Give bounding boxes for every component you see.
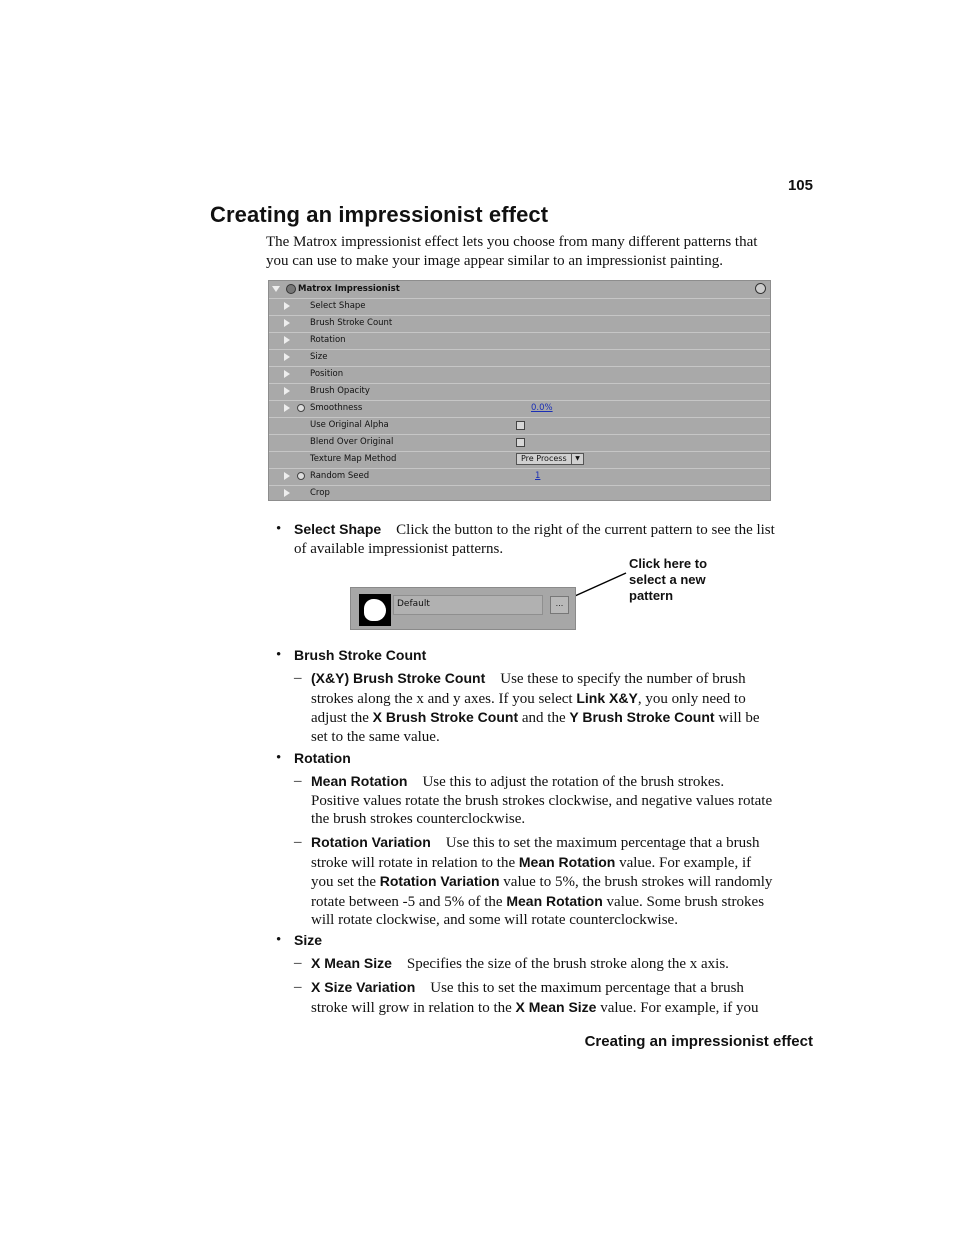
term-brush-stroke-count: Brush Stroke Count	[294, 647, 427, 663]
expand-triangle-icon[interactable]	[284, 319, 290, 327]
stopwatch-icon[interactable]	[297, 472, 305, 480]
row-crop[interactable]	[269, 485, 770, 502]
page-title: Creating an impressionist effect	[210, 202, 549, 227]
row-label: Select Shape	[310, 301, 366, 311]
bullet-marker: •	[276, 647, 282, 663]
expand-triangle-icon[interactable]	[284, 387, 290, 395]
text-run: Use these to specify the number of brush strokes along the x and y axes. If you select	[311, 671, 746, 707]
term-mean-rotation: Mean Rotation	[311, 773, 408, 789]
bullet-rotation	[276, 749, 776, 769]
intro-paragraph: The Matrox impressionist effect lets you choose from many different patterns that you can use to make your image appear similar to an impressionist painting.	[266, 234, 758, 269]
smoothness-value[interactable]: 0.0%	[531, 403, 553, 413]
sub-rotation-variation	[294, 833, 774, 930]
row-label: Texture Map Method	[310, 454, 397, 464]
dash-marker: –	[294, 670, 302, 686]
callout-text: Click here to select a new pattern	[629, 556, 708, 603]
term-y-brush-stroke-count: Y Brush Stroke Count	[569, 709, 715, 725]
bullet-marker: •	[276, 521, 282, 537]
panel-header	[269, 281, 770, 299]
row-blend-over-original[interactable]	[269, 434, 770, 452]
bullet-brush-stroke-count	[276, 646, 776, 666]
term-x-mean-size: X Mean Size	[311, 955, 392, 971]
row-select-shape[interactable]	[269, 298, 770, 316]
row-label: Smoothness	[310, 403, 363, 413]
shape-name-field	[393, 595, 543, 615]
expand-triangle-icon[interactable]	[284, 353, 290, 361]
text-run: Specifies the size of the brush stroke along the x axis.	[406, 956, 729, 972]
dropdown-selected-value: Pre Process	[521, 454, 567, 463]
text-run: Use this to adjust the rotation of the brush strokes. Positive values rotate the brush strokes clockwise, and negative values rotate the brush strokes counterclockwise.	[311, 774, 773, 827]
row-label: Brush Opacity	[310, 386, 370, 396]
collapse-triangle-icon[interactable]	[272, 286, 280, 292]
term-x-brush-stroke-count: X Brush Stroke Count	[372, 709, 519, 725]
row-smoothness[interactable]	[269, 400, 770, 418]
select-shape-control	[350, 587, 576, 630]
random-seed-value[interactable]: 1	[535, 471, 541, 481]
shape-name: Default	[397, 599, 430, 609]
effect-name: Matrox Impressionist	[298, 284, 400, 294]
term-mean-rotation: Mean Rotation	[506, 892, 603, 909]
text-run: value to 5%, the brush strokes will randomly rotate between -5 and 5% of the	[311, 874, 773, 910]
text-run: Use this to set the maximum percentage that a brush stroke will rotate in relation to the	[311, 835, 760, 871]
dash-marker: –	[294, 834, 302, 850]
stopwatch-icon[interactable]	[297, 404, 305, 412]
bullet-size	[276, 931, 776, 951]
term-size: Size	[294, 932, 323, 948]
term-rotation-variation: Rotation Variation	[379, 873, 500, 889]
dash-marker: –	[294, 979, 302, 995]
page-number: 105	[787, 177, 813, 194]
select-shape-text: Click the button to the right of the current pattern to see the list of available impressionist patterns.	[294, 522, 775, 557]
sub-x-size-variation	[294, 978, 774, 1017]
bullet-marker: •	[276, 750, 282, 766]
fx-icon[interactable]	[286, 284, 296, 294]
term-select-shape: Select Shape	[294, 521, 382, 537]
text-run: value. Some brush strokes will rotate clockwise, and some will rotate counterclockwise.	[311, 893, 765, 928]
texture-map-method-dropdown[interactable]	[516, 453, 584, 465]
row-label: Rotation	[310, 335, 346, 345]
term-x-mean-size: X Mean Size	[515, 998, 597, 1015]
term-rotation-variation: Rotation Variation	[311, 834, 431, 850]
row-texture-map-method[interactable]	[269, 451, 770, 469]
row-brush-opacity[interactable]	[269, 383, 770, 401]
row-label: Size	[310, 352, 328, 362]
row-label: Use Original Alpha	[310, 420, 389, 430]
bullet-select-shape	[276, 520, 776, 558]
dash-marker: –	[294, 773, 302, 789]
text-run: , you only need to adjust the	[311, 690, 746, 726]
use-original-alpha-checkbox[interactable]	[516, 421, 525, 430]
expand-triangle-icon[interactable]	[284, 336, 290, 344]
row-random-seed[interactable]	[269, 468, 770, 486]
row-label: Position	[310, 369, 344, 379]
row-rotation[interactable]	[269, 332, 770, 350]
expand-triangle-icon[interactable]	[284, 472, 290, 480]
text-run: Use this to set the maximum percentage that a brush stroke will grow in relation to the	[311, 980, 744, 1016]
shape-preview-thumbnail	[359, 594, 391, 626]
term-x-size-variation: X Size Variation	[311, 979, 416, 995]
row-size[interactable]	[269, 349, 770, 367]
text-run: will be set to the same value.	[311, 710, 760, 745]
browse-shape-button[interactable]: ...	[550, 596, 569, 614]
expand-triangle-icon[interactable]	[284, 404, 290, 412]
row-label: Random Seed	[310, 471, 370, 481]
row-label: Crop	[310, 488, 330, 498]
bullet-marker: •	[276, 932, 282, 948]
expand-triangle-icon[interactable]	[284, 302, 290, 310]
shape-blob-icon	[364, 599, 386, 621]
sub-xy-brush-stroke-count	[294, 669, 774, 746]
term-link-xy: Link X&Y	[576, 689, 638, 706]
blend-over-original-checkbox[interactable]	[516, 438, 525, 447]
sub-x-mean-size	[294, 954, 774, 974]
text-run: and the	[518, 710, 570, 726]
row-use-original-alpha[interactable]	[269, 417, 770, 435]
row-label: Brush Stroke Count	[310, 318, 393, 328]
chevron-down-icon: ▼	[571, 454, 583, 464]
effect-controls-panel	[268, 280, 771, 501]
row-label: Blend Over Original	[310, 437, 394, 447]
reset-icon[interactable]	[755, 283, 766, 294]
text-run: value. For example, if you	[596, 999, 759, 1016]
term-mean-rotation: Mean Rotation	[518, 853, 616, 870]
term-rotation: Rotation	[294, 750, 351, 766]
expand-triangle-icon[interactable]	[284, 370, 290, 378]
row-position[interactable]	[269, 366, 770, 384]
running-footer: Creating an impressionist effect	[584, 1033, 813, 1050]
term-xy-brush-stroke-count: (X&Y) Brush Stroke Count	[311, 670, 486, 686]
dash-marker: –	[294, 955, 302, 971]
text-run: value. For example, if you set the	[311, 854, 752, 890]
row-brush-stroke-count[interactable]	[269, 315, 770, 333]
expand-triangle-icon[interactable]	[284, 489, 290, 497]
sub-mean-rotation	[294, 772, 774, 829]
